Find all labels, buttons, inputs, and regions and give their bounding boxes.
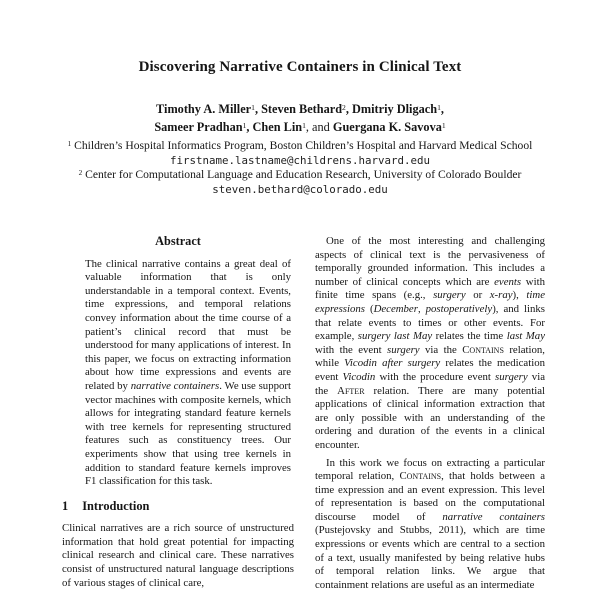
text-segment: Chen Lin [252,120,303,134]
section-number: 1 [62,498,69,513]
body-paragraph [315,457,545,593]
text-segment: Dmitriy Dligach [352,102,438,116]
text-segment: After [337,384,365,397]
text-segment: Timothy A. Miller [156,102,252,116]
text-segment: x-ray [489,289,513,302]
introduction-paragraph: Clinical narratives are a rich source of unstructured information that hold great potential for impacting clinical research and clinical care. These narratives consist of unstructured natural language descriptions of various stages of clinical care, [62,522,294,589]
affiliation-block [0,139,600,197]
text-segment: Vicodin after surgery [344,357,441,370]
affiliation-2-email: steven.bethard@colorado.edu [212,183,388,196]
text-segment: The clinical narrative contains a great deal of valuable information that is only understandable in a temporal context. Events, time expressions, and temporal relations convey information about the time course of a patient’s clinical record that must be understood for many applications of interest. In this paper, we focus on extracting information about how time expressions and events are related by [85,257,291,392]
text-segment: via the [315,370,545,397]
text-segment: Vicodin [342,370,376,383]
text-segment: 1 [441,120,446,130]
section-heading-introduction [62,500,294,514]
text-segment: Steven Bethard [261,102,343,116]
text-segment: relates the medication event [315,357,545,383]
text-segment: with the procedure event [375,370,496,383]
text-segment: narrative containers [442,510,546,523]
text-segment: surgery [433,289,466,302]
body-paragraph [315,235,545,453]
text-segment: ( [364,302,374,315]
text-segment: 2 [342,102,346,112]
author-block [0,101,600,137]
affiliation-1 [0,139,600,154]
text-segment: relates the time [432,330,507,343]
text-segment: Sameer Pradhan [154,120,243,134]
affiliation-2 [0,168,600,183]
text-segment: , that holds between a time expression and an event expression. This level of representation is based on the computational discourse model of [315,470,545,523]
text-segment: via the [419,343,463,356]
affiliation-1-email: firstname.lastname@childrens.harvard.edu [169,154,430,167]
paper-title: Discovering Narrative Containers in Clinical Text [138,59,462,75]
author-line-2 [0,119,600,137]
text-segment: 1 [67,139,72,148]
text-segment: 1 [302,120,306,130]
text-segment: 1 [437,102,441,112]
text-segment: narrative containers [130,379,220,392]
text-segment: 1 [242,120,247,130]
text-segment: In this work we focus on extracting a particular temporal relation, [315,456,545,483]
text-segment: or [465,289,490,302]
text-segment: Center for Computational Language and Education Research, University of Colorado Boulder [82,168,522,181]
text-segment: postoperatively [425,302,493,315]
abstract-heading: Abstract [155,234,201,248]
text-segment: surgery last May [357,330,433,343]
text-segment: , [440,102,444,116]
text-segment: Children’s Hospital Informatics Program, Boston Children’s Hospital and Harvard Medical School [71,139,533,152]
text-segment: relation, while [315,343,545,370]
section-title: Introduction [82,498,150,513]
text-segment: Guergana K. Savova [332,120,442,134]
text-segment: with finite time spans (e.g., [315,275,545,302]
text-segment: ), [512,289,527,302]
text-segment: surgery [495,370,528,383]
text-segment: One of the most interesting and challenging aspects of clinical text is the pervasiveness of temporally grounded information. This includes a number of clinical concepts which are [315,235,545,288]
text-segment: Contains [399,470,442,483]
text-segment: Contains [462,343,504,356]
text-segment: , [254,102,262,116]
text-segment: last May [506,330,545,343]
text-segment: relation. There are many potential applications of clinical information extraction that are only possible with an understanding of the ordering and duration of the events in a clinical encounter. [315,384,545,451]
text-segment: (Pustejovsky and Stubbs, 2011), which are time expressions or events which are central to a section of a text, usually manifested by being relative hubs of temporal relation links. We argue that containment relations are useful as an intermediate [315,524,545,591]
text-segment: ), and links that relate events to times or other events. For example, [315,302,546,343]
right-column [315,235,545,592]
text-segment: time expressions [315,289,545,315]
text-segment: with the event [315,343,388,356]
text-segment: 2 [78,168,83,177]
author-line-1 [0,101,600,119]
text-segment: December [373,302,418,315]
text-segment: 1 [251,102,255,112]
two-column-body [62,235,545,592]
left-column [62,235,294,592]
text-segment: , [246,120,253,134]
text-segment: surgery [387,343,420,356]
text-segment: , [417,302,426,315]
text-segment: . We use support vector machines with composite kernels, which allows for integrating standard feature kernels with tree kernels for representing structured features such as constituency trees. Our experiments show that using tree kernels in addition to standard feature kernels improves F1 classification for this task. [85,379,291,488]
text-segment: events [494,275,522,288]
text-segment: , and [305,120,333,134]
abstract-text [85,258,291,489]
text-segment: , [345,102,353,116]
